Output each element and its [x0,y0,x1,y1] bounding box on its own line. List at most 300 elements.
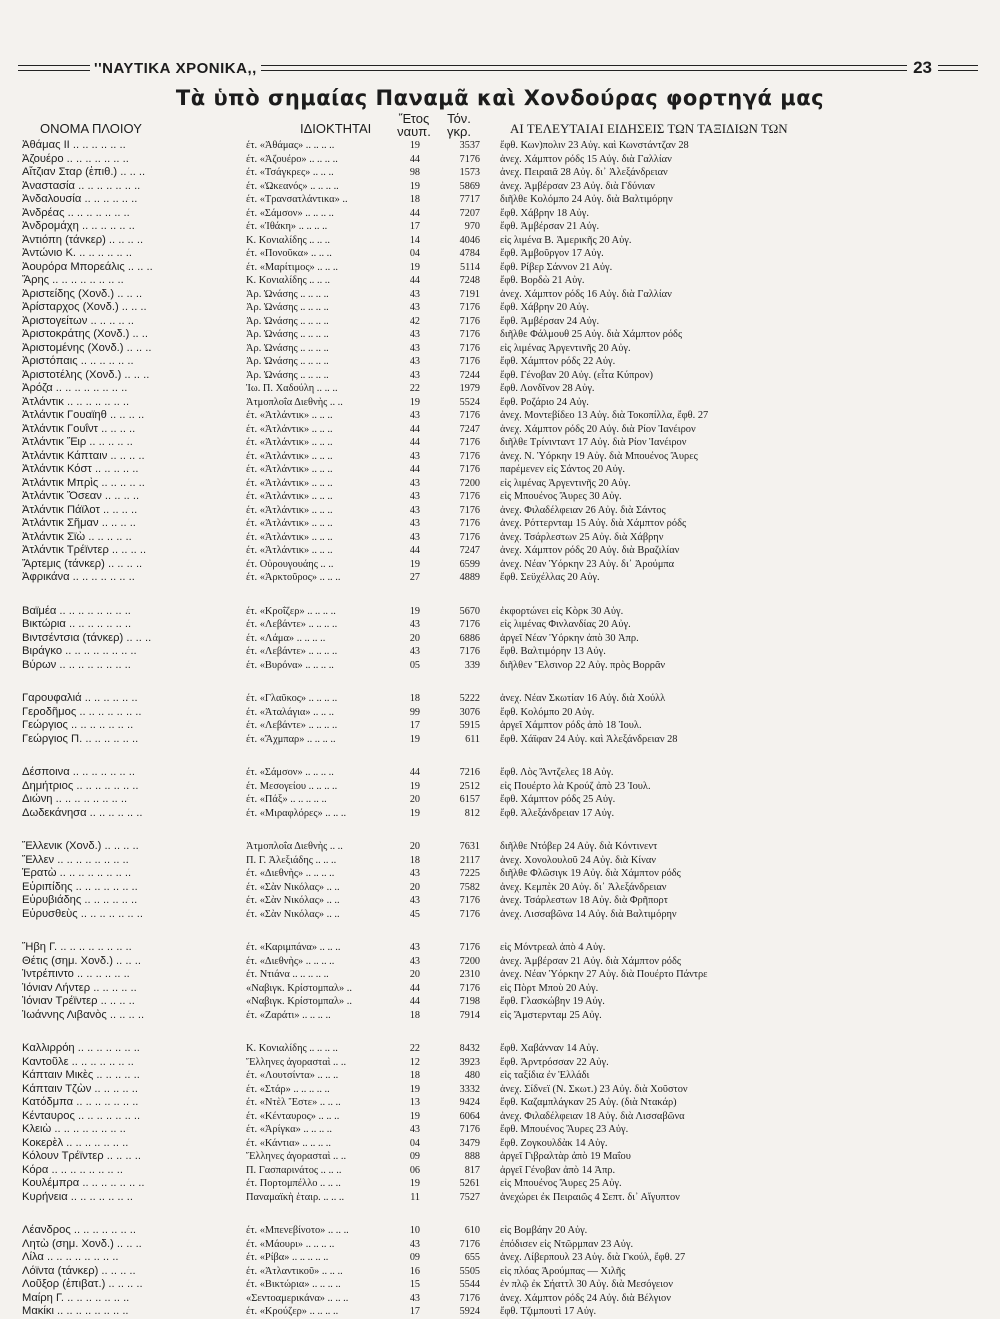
owner: έτ. «Στάρ» .. .. .. .. .. [246,1083,330,1095]
table-row [0,436,1000,450]
table-row [0,1110,1000,1124]
year-built: 17 [409,1306,420,1317]
ship-name: Δέσποινα .. .. .. .. .. .. .. [22,766,135,778]
year-built: 15 [409,1279,420,1290]
group-spacer [0,746,1000,766]
gross-tons: 7176 [459,1238,480,1250]
ship-name: Ἀριστείδης (Χονδ.) .. .. .. [22,287,143,300]
voyage-news: ἀνεχ. Χάμπτον ρόδς 20 Αὐγ. διὰ Ρίον Ἰανέιρον [500,423,696,435]
voyage-news: ἀνεχ. Τσάρλεστων 25 Αὐγ. διὰ Χάβρην [500,531,664,543]
year-built: 19 [409,180,420,192]
ship-name: Αἴτζιαν Σταρ (ἐπιθ.) .. .. .. [22,166,146,178]
owner: έτ. «Κροΐζερ» .. .. .. .. [246,605,336,617]
ship-name: Ἀριστόπαις .. .. .. .. .. .. [22,355,134,367]
owner: Ἀρ. Ὠνάσης .. .. .. .. [246,315,329,327]
gross-tons: 7176 [459,356,480,367]
owner: έτ. «Ἀτλάντικ» .. .. .. [246,545,333,556]
voyage-news: εἰς Πουέρτο λὰ Κρούζ ἀπὸ 23 Ἰουλ. [500,780,651,792]
owner: Ἀτμοπλοΐα Διεθνὴς .. .. [246,841,343,852]
owner: έτ. «Ἀτλάντικ» .. .. .. [246,464,333,475]
voyage-news: διῆλθε Φάλμουθ 25 Αὐγ. διὰ Χάμπτον ρόδς [500,329,683,340]
table-row [0,450,1000,464]
year-built: 17 [409,221,420,232]
table-row [0,1305,1000,1319]
table-row [0,463,1000,477]
year-built: 19 [409,140,420,151]
voyage-news: διῆλθε Φλῶσιγκ 19 Αὐγ. διὰ Χάμπτον ρόδς [500,868,681,879]
owner: έτ. «Τσάγκρες» .. .. .. [246,167,334,178]
year-built: 44 [409,423,420,435]
voyage-news: ἀνεχ. Φιλαδέλφειαν 18 Αὐγ. διὰ Λισσαβῶνα [500,1110,685,1122]
gross-tons: 5915 [459,720,480,731]
owner: έτ. «Μιραφλόρες» .. .. .. [246,807,347,819]
table-row [0,793,1000,807]
ship-name: Ἀτλάντικ Κάπταιν .. .. .. .. [22,449,145,462]
owner: έτ. «Σὰν Νικόλας» .. .. [246,895,340,906]
ship-name: Κόλουν Τρέϊντερ .. .. .. .. [22,1150,141,1162]
owner: έτ. Οὐρουγουάης .. .. [246,558,334,570]
voyage-news: ἀνεχ. Χονολουλοῦ 24 Αὐγ. διὰ Κίναν [500,854,656,866]
voyage-news: ἀνεχ. Χάμπτον ρόδς 16 Αὐγ. διὰ Γαλλίαν [500,288,672,300]
voyage-news: παρέμενεν εἰς Σάντος 20 Αὐγ. [500,464,625,475]
voyage-news: ἀνεχ. Νέαν Ὑόρκην 23 Αὐγ. δι᾽ Ἀρούμπα [500,558,675,570]
ship-name: Θέτις (σημ. Χονδ.) .. .. .. [22,954,141,967]
table-row [0,423,1000,437]
table-row [0,531,1000,545]
year-built: 43 [409,868,420,879]
gross-tons: 7176 [459,302,480,313]
year-built: 20 [409,794,420,805]
voyage-news: ἀνεχ. Νέαν Ὑόρκην 27 Αὐγ. διὰ Πουέρτο Πάντρε [500,969,708,980]
table-row [0,766,1000,780]
voyage-news: εἰς λιμένα Β. Ἀμερικῆς 20 Αὐγ. [500,234,632,246]
ship-name: Μακίκι .. .. .. .. .. .. .. .. [22,1305,129,1317]
gross-tons: 2512 [459,780,480,792]
table-row [0,618,1000,632]
voyage-news: ἀνεχ. Ρόττερνταμ 15 Αὐγ. διὰ Χάμπτον ρόδς [500,518,687,529]
table-row [0,1009,1000,1023]
voyage-news: ἀνεχ. Κεμπὲκ 20 Αὐγ. δι᾽ Ἀλεξάνδρειαν [500,881,667,893]
ship-name: Ἕλλεν .. .. .. .. .. .. .. .. [22,853,129,866]
voyage-news: ἀνεχ. Χάμπτον ρόδς 20 Αὐγ. διὰ Βραζιλίαν [500,545,680,556]
year-built: 18 [409,194,420,205]
table-row [0,706,1000,720]
owner: έτ. «Βικτώρια» .. .. .. .. [246,1279,341,1290]
gross-tons: 7176 [459,908,480,920]
table-row [0,1083,1000,1097]
owner: έτ. Ντιάνα .. .. .. .. .. [246,969,329,980]
owner: έτ. «Ἀζουέρο» .. .. .. .. [246,153,338,165]
column-header-tons [436,112,482,138]
owner: έτ. «Ἀτλάντικ» .. .. .. [246,491,333,502]
table-row [0,968,1000,982]
year-built: 20 [409,841,420,852]
table-row [0,645,1000,659]
ship-name: Ἀθάμας II .. .. .. .. .. .. [22,139,126,151]
owner: έτ. Μεσογείου .. .. .. .. [246,780,338,792]
ship-name: Ἀνδρομάχη .. .. .. .. .. .. [22,220,135,232]
table-row [0,234,1000,248]
table-row [0,261,1000,275]
year-built: 44 [409,545,420,556]
gross-tons: 3537 [459,140,480,151]
group-spacer [0,820,1000,840]
year-built: 44 [409,275,420,286]
owner: έτ. «Ὠκεανός» .. .. .. .. [246,180,339,192]
ship-name: Δημήτριος .. .. .. .. .. .. .. [22,779,139,792]
year-built: 19 [409,396,420,408]
year-built: 19 [409,1178,420,1189]
owner: Π. Γασπαρινάτος .. .. .. [246,1164,342,1176]
owner: έτ. «Ἀτλάντικ» .. .. .. [246,531,333,543]
table-row [0,632,1000,646]
year-built: 43 [409,477,420,489]
ship-name: Κλειὼ .. .. .. .. .. .. .. .. [22,1123,126,1135]
year-built: 43 [409,518,420,529]
gross-tons: 5670 [459,605,480,617]
ship-name: Καλλιρρόη .. .. .. .. .. .. .. [22,1042,140,1054]
table-row [0,382,1000,396]
table-row [0,867,1000,881]
gross-tons: 9424 [459,1097,480,1108]
ship-name: Κένταυρος .. .. .. .. .. .. .. [22,1109,141,1122]
owner: έτ. «Τρανσατλάντικα» .. [246,194,348,205]
voyage-news: εἰς Μπουένος Ἄυρες 30 Αὐγ. [500,491,622,502]
table-row [0,1137,1000,1151]
gross-tons: 3332 [459,1083,480,1095]
year-built: 09 [409,1151,420,1162]
ship-name: Κάπταιν Μικὲς .. .. .. .. .. [22,1069,140,1081]
gross-tons: 2310 [459,969,480,980]
gross-tons: 7198 [459,996,480,1007]
ship-name: Ἀριστομένης (Χονδ.) .. .. .. [22,341,152,354]
table-row [0,544,1000,558]
gross-tons: 812 [464,807,480,819]
gross-tons: 480 [464,1070,480,1081]
gross-tons: 5114 [460,261,480,273]
voyage-news: ἔφθ. Ροζάριο 24 Αὐγ. [500,396,589,408]
voyage-news: διῆλθε Ντόβερ 24 Αὐγ. διὰ Κόντινεντ [500,841,658,852]
owner: έτ. «Γλαῦκος» .. .. .. .. [246,693,338,704]
year-built: 44 [409,464,420,475]
table-row [0,692,1000,706]
owner: έτ. «Λάμα» .. .. .. .. [246,632,326,644]
table-row [0,982,1000,996]
voyage-news: ἔφθ. Χαβάνναν 14 Αὐγ. [500,1043,599,1054]
gross-tons: 7176 [459,329,480,340]
table-row [0,733,1000,747]
year-built: 43 [409,1292,420,1304]
year-built: 19 [409,1083,420,1095]
owner: έτ. «Μπενεβίνοτο» .. .. .. [246,1225,349,1236]
gross-tons: 3479 [459,1137,480,1149]
voyage-news: ἔφθ. Χάβρην 18 Αὐγ. [500,207,589,219]
voyage-news: ἔφθ. Καζαμπλάγκαν 25 Αὐγ. (διὰ Ντακάρ) [500,1097,677,1108]
table-row [0,1096,1000,1110]
year-built: 43 [409,895,420,906]
year-built: 19 [409,558,420,570]
voyage-news: ἔφθ. Κολόμπο 20 Αὐγ. [500,706,595,718]
table-row [0,193,1000,207]
year-built: 43 [409,410,420,421]
ship-name: Κάπταιν Τζὼν .. .. .. .. .. [22,1082,138,1095]
gross-tons: 817 [464,1164,480,1176]
year-built: 44 [409,767,420,778]
gross-tons: 5924 [459,1306,480,1317]
voyage-news: ἀνεχ. Ἀμβέρσαν 23 Αὐγ. διὰ Γδύνιαν [500,180,655,192]
table-row [0,1123,1000,1137]
year-built: 20 [409,969,420,980]
year-built: 99 [409,706,420,718]
column-header-year-line1: Ἔτος [398,111,430,126]
year-built: 43 [409,450,420,462]
year-built: 44 [409,437,420,448]
voyage-news: ἀργεῖ Γένοβαν ἀπὸ 14 Ἀπρ. [500,1164,616,1176]
ship-name: Λοῦξορ (ἐπιβατ.) .. .. .. .. [22,1278,143,1290]
owner: έτ. «Ἀρκτοῦρος» .. .. .. [246,572,341,583]
voyage-news: ἔφθ. Γένοβαν 20 Αὐγ. (εἶτα Κύπρον) [500,369,653,381]
ship-name: Καντοῦλε .. .. .. .. .. .. .. [22,1055,134,1068]
voyage-news: ἔφθ. Ἀλεξάνδρειαν 17 Αὐγ. [500,807,615,819]
year-built: 43 [409,955,420,967]
gross-tons: 611 [465,733,480,745]
gross-tons: 655 [464,1252,480,1263]
ship-name: Γεώργιος Π. .. .. .. .. .. .. [22,732,139,745]
ship-name: Κυρήνεια .. .. .. .. .. .. .. [22,1190,133,1203]
table-row [0,355,1000,369]
ship-name: Βιράγκο .. .. .. .. .. .. .. .. [22,645,137,657]
owner: έτ. «Σάμσον» .. .. .. .. [246,207,334,219]
voyage-news: ἀργεῖ Χάμπτον ρόδς ἀπὸ 18 Ἰουλ. [500,720,642,731]
table-row [0,995,1000,1009]
gross-tons: 7176 [459,982,480,994]
gross-tons: 6064 [459,1110,480,1122]
gross-tons: 5261 [459,1178,480,1189]
gross-tons: 7717 [459,194,480,205]
year-built: 43 [409,302,420,313]
owner: «Ναβιγκ. Κρίστομπαλ» .. [246,996,352,1007]
voyage-news: ἔφθ. Χάμπτον ρόδς 22 Αὐγ. [500,356,616,367]
running-header [18,58,978,78]
table-row [0,840,1000,854]
gross-tons: 7247 [459,545,480,556]
voyage-news: διῆλθε Τρίνινταντ 17 Αὐγ. διὰ Ρίον Ἰανέιρον [500,437,687,448]
ship-name: Ἰόνιαν Τρέϊντερ .. .. .. .. [22,995,135,1007]
ship-table [0,139,1000,1319]
voyage-news: ἔφθ. Ἀμβοῦργον 17 Αὐγ. [500,248,604,259]
ship-name: Ἰντρέπιντο .. .. .. .. .. .. [22,968,130,980]
table-row [0,1238,1000,1252]
gross-tons: 7176 [459,942,480,953]
ship-name: Λίλα .. .. .. .. .. .. .. .. [22,1251,119,1263]
table-row [0,571,1000,585]
ship-name: Βιντσέντσια (τάνκερ) .. .. .. [22,631,152,644]
owner: έτ. «Βυρόνα» .. .. .. .. [246,659,334,671]
year-built: 43 [409,329,420,340]
ship-name: Βαϊμέα .. .. .. .. .. .. .. .. [22,604,131,617]
gross-tons: 3076 [459,706,480,718]
year-built: 43 [409,619,420,630]
gross-tons: 7216 [459,767,480,778]
year-built: 44 [409,982,420,994]
owner: έτ. «Κάντια» .. .. .. .. [246,1137,331,1149]
year-built: 44 [409,207,420,219]
gross-tons: 7200 [459,477,480,489]
table-row [0,908,1000,922]
owner: έτ. «Ἀρίγκα» .. .. .. .. [246,1124,332,1135]
gross-tons: 5544 [459,1279,480,1290]
year-built: 43 [409,504,420,516]
voyage-news: εἰς Μόντρεαλ ἀπὸ 4 Αὐγ. [500,942,606,953]
gross-tons: 5222 [459,693,480,704]
gross-tons: 7176 [459,464,480,475]
gross-tons: 7176 [459,619,480,630]
ship-name: Ἀρίσταρχος (Χονδ.) .. .. .. [22,301,147,313]
ship-name: Ἀτλάντικ Σϊὼ .. .. .. .. .. [22,530,132,543]
gross-tons: 7244 [459,369,480,381]
voyage-news: ἔφθ. Σεϋχέλλας 20 Αὐγ. [500,572,600,583]
owner: Ἀρ. Ὠνάσης .. .. .. .. [246,356,329,367]
table-row [0,220,1000,234]
table-row [0,342,1000,356]
ship-name: Γεώργιος .. .. .. .. .. .. .. [22,719,134,731]
ship-name: Ἀντώνιο Κ. .. .. .. .. .. .. [22,247,132,259]
year-built: 19 [409,605,420,617]
ship-name: Ἀρόζα .. .. .. .. .. .. .. .. [22,382,128,394]
year-built: 43 [409,342,420,354]
ship-name: Γαρουφαλιά .. .. .. .. .. .. [22,692,138,704]
ship-name: Ἀτλάντικ Ὄσεαν .. .. .. .. [22,490,140,502]
table-row [0,605,1000,619]
owner: έτ. «Σάμσον» .. .. .. .. [246,767,334,778]
ship-name: Ἀτλάντικ Μπρὶς .. .. .. .. .. [22,476,145,489]
gross-tons: 6886 [459,632,480,644]
voyage-news: εἰς Ἄμστερνταμ 25 Αὐγ. [500,1009,602,1021]
gross-tons: 7176 [459,410,480,421]
year-built: 43 [409,646,420,657]
gross-tons: 6599 [459,558,480,570]
table-row [0,1056,1000,1070]
ship-name: Ἀριστογείτων .. .. .. .. .. [22,314,134,327]
voyage-news: ἔφθ. Μπουένος Ἄυρες 23 Αὐγ. [500,1124,629,1135]
column-header-year [394,112,434,138]
voyage-news: ἀνεχ. Ἀμβέρσαν 21 Αὐγ. διὰ Χάμπτον ρόδς [500,955,681,967]
owner: έτ. «Μάουρι» .. .. .. .. [246,1238,335,1250]
ship-name: Ἄρης .. .. .. .. .. .. .. .. [22,274,124,286]
group-spacer [0,1022,1000,1042]
gross-tons: 7176 [459,646,480,657]
ship-name: Ἀφρικάνα .. .. .. .. .. .. .. [22,571,135,583]
year-built: 19 [409,733,420,745]
owner: Ἀρ. Ὠνάσης .. .. .. .. [246,302,329,313]
ship-name: Ἀνδρέας .. .. .. .. .. .. .. [22,206,130,219]
voyage-news: ἀνεχ. Λισσαβῶνα 14 Αὐγ. διὰ Βαλτιμόρην [500,908,677,920]
year-built: 43 [409,356,420,367]
gross-tons: 7191 [459,288,480,300]
gross-tons: 7176 [459,895,480,906]
voyage-news: ἀνεχ. Φιλαδέλφειαν 26 Αὐγ. διὰ Σάντος [500,504,666,516]
owner: έτ. «Σὰν Νικόλας» .. .. [246,908,340,920]
table-row [0,274,1000,288]
owner: Παναμαϊκὴ ἑταιρ. .. .. .. [246,1191,345,1203]
ship-name: Διώνη .. .. .. .. .. .. .. .. [22,793,128,805]
gross-tons: 7914 [459,1009,480,1021]
owner: Ἰω. Π. Χαδούλη .. .. .. [246,383,338,394]
gross-tons: 5869 [459,180,480,192]
voyage-news: ἀνεχ. Χάμπτον ρόδς 24 Αὐγ. διὰ Βέλγιον [500,1292,671,1304]
table-row [0,1069,1000,1083]
voyage-news: ἀνεχ. Πειραιᾶ 28 Αὐγ. δι᾽ Ἀλεξάνδρειαν [500,167,668,178]
year-built: 11 [410,1191,420,1203]
gross-tons: 7176 [459,504,480,516]
table-row [0,807,1000,821]
owner: έτ. «Κρούζερ» .. .. .. .. [246,1306,339,1317]
voyage-news: ἔφθ. Χάμπτον ρόδς 25 Αὐγ. [500,794,616,805]
owner: έτ. «Ἀτλάντικ» .. .. .. [246,450,333,462]
voyage-news: ἀνεχ. Σίδνεϊ (Ν. Σκωτ.) 23 Αὐγ. διὰ Χοῦστον [500,1083,688,1095]
year-built: 42 [409,315,420,327]
voyage-news: ἔφθ. Βαλτιμόρην 13 Αὐγ. [500,646,606,657]
owner: Ἀτμοπλοΐα Διεθνὴς .. .. [246,396,343,408]
gross-tons: 7176 [459,342,480,354]
gross-tons: 2117 [460,854,480,866]
ship-name: Γεροδῆμος .. .. .. .. .. .. .. [22,705,142,718]
table-row [0,881,1000,895]
owner: έτ. «Διεθνὴς» .. .. .. .. [246,868,335,879]
year-built: 44 [409,996,420,1007]
table-row [0,517,1000,531]
voyage-news: ἀνεχ. Μοντεβίδεο 13 Αὐγ. διὰ Τοκοπίλλα, ἔφθ. 27 [500,410,709,421]
year-built: 18 [409,1070,420,1081]
gross-tons: 7176 [459,531,480,543]
owner: έτ. «Ἀτλαντικοῦ» .. .. .. [246,1265,343,1277]
year-built: 19 [409,1110,420,1122]
year-built: 16 [409,1265,420,1277]
table-row [0,288,1000,302]
ship-name: Εὐρυβιάδης .. .. .. .. .. .. [22,894,138,906]
year-built: 14 [409,234,420,246]
ship-name: Ἄρτεμις (τάνκερ) .. .. .. .. [22,557,143,570]
year-built: 10 [409,1225,420,1236]
header-rule-middle [261,65,907,71]
group-spacer [0,585,1000,605]
table-row [0,477,1000,491]
gross-tons: 7207 [459,207,480,219]
voyage-news: διῆλθεν Ἔλσινορ 22 Αὐγ. πρὸς Βορρᾶν [500,659,666,671]
owner: έτ. «Ἄχμπαρ» .. .. .. .. [246,733,336,745]
voyage-news: ἔφθ. Ζογκουλδὰκ 14 Αὐγ. [500,1137,608,1149]
owner: Π. Γ. Ἀλεξιάδης .. .. .. [246,854,337,866]
year-built: 43 [409,288,420,300]
voyage-news: εἰς λιμένας Ἀργεντινῆς 20 Αὐγ. [500,342,631,354]
table-row [0,490,1000,504]
voyage-news: ἔφθ. Λονδῖνον 28 Αὐγ. [500,383,595,394]
year-built: 43 [409,1238,420,1250]
ship-name: Ἀτλάντικ .. .. .. .. .. .. .. [22,395,130,408]
table-row [0,1191,1000,1205]
ship-name: Ἀναστασία .. .. .. .. .. .. .. [22,179,141,192]
gross-tons: 3923 [459,1056,480,1068]
owner: Κ. Κονιαλίδης .. .. .. .. [246,1043,338,1054]
table-row [0,166,1000,180]
owner: Ἀρ. Ὠνάσης .. .. .. .. [246,288,329,300]
gross-tons: 1979 [459,383,480,394]
year-built: 04 [409,1137,420,1149]
ship-name: Κατόδμπα .. .. .. .. .. .. .. [22,1096,139,1108]
header-rule-left [18,65,90,71]
column-header-tons-line1: Τόν. [447,111,471,126]
column-header-owners: ΙΔΙΟΚΤΗΤΑΙ [300,121,372,136]
